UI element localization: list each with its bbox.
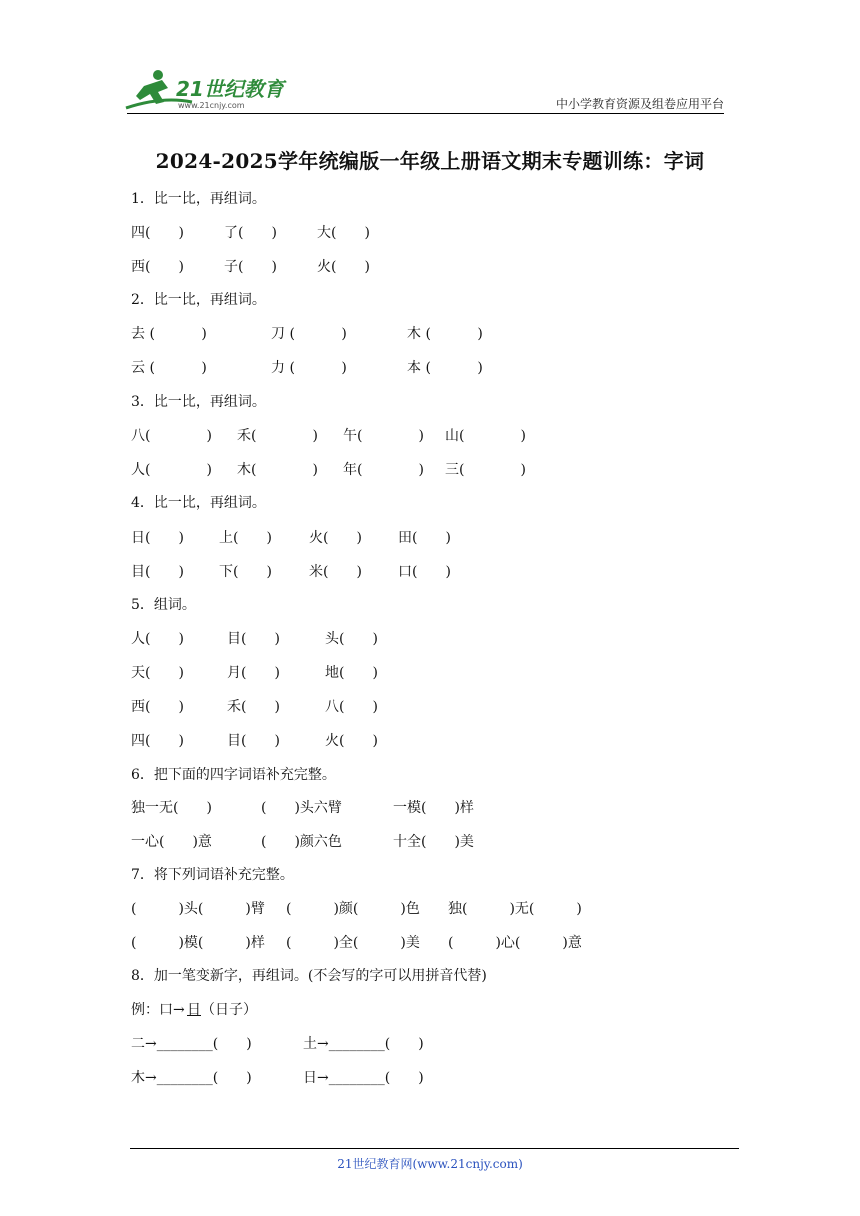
logo-subtext: www.21cnjy.com <box>178 101 245 110</box>
word-item: 八( ) <box>325 699 378 715</box>
question-8-row <box>131 1067 424 1131</box>
question-2-label: 2．比一比，再组词。 <box>131 292 266 308</box>
word-item: 头( ) <box>325 631 378 647</box>
blank-item: 土→________( ) <box>303 1036 424 1052</box>
word-item: 米( ) <box>309 564 362 580</box>
example-suffix: （日子） <box>201 1002 257 1018</box>
word-item: 下( ) <box>219 564 272 580</box>
footer-link[interactable]: 21世纪教育网(www.21cnjy.com) <box>337 1157 523 1171</box>
blank-item: 日→________( ) <box>303 1070 424 1086</box>
question-6-label: 6．把下面的四字词语补充完整。 <box>131 767 336 783</box>
question-8-label: 8．加一笔变新字，再组词。(不会写的字可以用拼音代替) <box>131 968 487 984</box>
idiom-item: 独一无( ) <box>131 800 212 816</box>
logo-text: 21世纪教育 <box>176 77 284 101</box>
idiom-item: 一模( )样 <box>393 800 474 816</box>
word-item: 天( ) <box>131 665 184 681</box>
word-item: 禾( ) <box>227 699 280 715</box>
idiom-item: ( )颜( )色 <box>286 901 420 917</box>
word-item: 火( ) <box>317 259 370 275</box>
word-item: 目( ) <box>227 733 280 749</box>
word-item: 人( ) <box>131 631 184 647</box>
question-1-label: 1．比一比，再组词。 <box>131 191 266 207</box>
word-item: 西( ) <box>131 259 184 275</box>
blank-item: 二→________( ) <box>131 1036 252 1052</box>
idiom-item: ( )颜六色 <box>261 834 342 850</box>
word-item: 年( ) <box>343 462 424 478</box>
footer-rule <box>130 1148 739 1149</box>
idiom-item: ( )头( )臂 <box>131 901 265 917</box>
word-item: 人( ) <box>131 462 212 478</box>
word-item: 了( ) <box>224 225 277 241</box>
word-item: 本 ( ) <box>407 360 483 376</box>
word-item: 子( ) <box>224 259 277 275</box>
word-item: 三( ) <box>445 462 526 478</box>
platform-name: 中小学教育资源及组卷应用平台 <box>555 97 724 111</box>
word-item: 刀 ( ) <box>271 326 347 342</box>
idiom-item: ( )心( )意 <box>448 935 582 951</box>
page-title: 2024-2025学年统编版一年级上册语文期末专题训练：字词 <box>155 149 705 173</box>
word-item: 山( ) <box>445 428 526 444</box>
header-rule <box>127 113 724 114</box>
word-item: 月( ) <box>227 665 280 681</box>
word-item: 口( ) <box>398 564 451 580</box>
question-5-label: 5．组词。 <box>131 597 196 613</box>
word-item: 火( ) <box>325 733 378 749</box>
word-item: 目( ) <box>131 564 184 580</box>
word-item: 地( ) <box>325 665 378 681</box>
word-item: 去 ( ) <box>131 326 207 342</box>
question-7-label: 7．将下列词语补充完整。 <box>131 867 294 883</box>
word-item: 力 ( ) <box>271 360 347 376</box>
idiom-item: ( )全( )美 <box>286 935 420 951</box>
word-item: 四( ) <box>131 733 184 749</box>
example-answer: 日 <box>187 1002 201 1018</box>
word-item: 火( ) <box>309 530 362 546</box>
word-item: 云 ( ) <box>131 360 207 376</box>
word-item: 上( ) <box>219 530 272 546</box>
question-3-label: 3．比一比，再组词。 <box>131 394 266 410</box>
word-item: 木( ) <box>237 462 318 478</box>
word-item: 日( ) <box>131 530 184 546</box>
word-item: 午( ) <box>343 428 424 444</box>
word-item: 八( ) <box>131 428 212 444</box>
word-item: 木 ( ) <box>407 326 483 342</box>
word-item: 禾( ) <box>237 428 318 444</box>
word-item: 西( ) <box>131 699 184 715</box>
idiom-item: ( )头六臂 <box>261 800 342 816</box>
word-item: 目( ) <box>227 631 280 647</box>
word-item: 田( ) <box>398 530 451 546</box>
idiom-item: 十全( )美 <box>393 834 474 850</box>
example-prefix: 例：口→ <box>131 1002 185 1018</box>
site-logo <box>122 66 292 112</box>
blank-item: 木→________( ) <box>131 1070 252 1086</box>
word-item: 大( ) <box>317 225 370 241</box>
word-item: 四( ) <box>131 225 184 241</box>
idiom-item: ( )模( )样 <box>131 935 265 951</box>
idiom-item: 独( )无( ) <box>448 901 582 917</box>
question-4-label: 4．比一比，再组词。 <box>131 495 266 511</box>
idiom-item: 一心( )意 <box>131 834 212 850</box>
